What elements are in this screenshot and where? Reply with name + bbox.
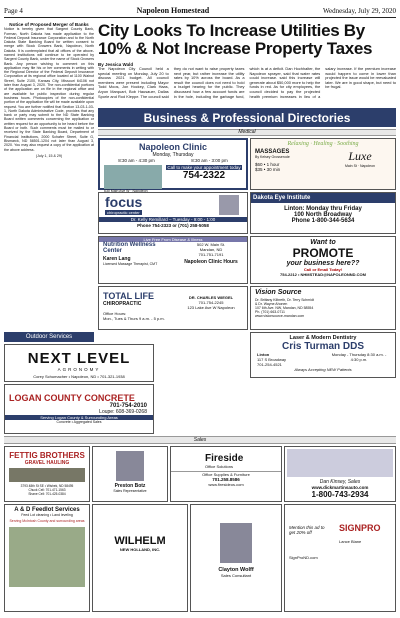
clinic-days: Monday, Thursday	[152, 152, 194, 158]
sales-section-bar: Sales	[4, 436, 396, 444]
clinic-call: Call to make your appointment today	[167, 165, 241, 170]
nutrition-ad	[98, 236, 248, 284]
fireside-title: Fireside	[205, 453, 244, 464]
clayton-role: Sales Consultant	[220, 573, 252, 578]
outdoor-section-bar: Outdoor Services	[4, 332, 94, 342]
signpro-logo-text: SIGNPRO	[339, 523, 381, 533]
massage-price-2: $35 • 30 min	[255, 167, 281, 172]
fettig-title: FETTIG BROTHERS	[9, 451, 85, 460]
nutrition-title: Nutrition Wellness Center	[103, 242, 156, 254]
preston-name: Preston Botz	[114, 483, 146, 489]
massage-price-1: $60 • 1 hour	[255, 162, 280, 167]
logan-serving: Serving Logan County & Surrounding Areas	[5, 415, 153, 420]
wilhelm-title: WILHELM	[114, 535, 166, 547]
total-life-ad	[98, 286, 248, 330]
massage-ad	[250, 138, 396, 190]
notice-title: Notice of Proposed Merger of Banks	[9, 22, 89, 27]
wilhelm-sub: NEW HOLLAND, INC.	[119, 547, 161, 552]
focus-logo-text: focus	[105, 193, 143, 210]
notice-body: Notice is hereby given that Sargent County Bank, Forman, North Dakota has made application to the Federal Deposit Insurance Corporation and to the North Dakota State Banking Board for written consent to merge with Stock Growers Bank, Napoleon, North Dakota. It is contemplated that all offices of the above-named institutions will continue to be operated by Sargent County Bank, under the name of Stock Growers Bank. Any person wishing to comment on this application may file his or her comments in writing with the Regional Director of the Federal Deposit Insurance Corporation at its regional office located at 1100 Walnut Street, Suite 2100, Kansas City, Missouri 64106 not later than August 3, 2020. The non-confidential portions of the application are on file in the regional office and are available for public inspection during regular business hours. Photocopies of the non-confidential portion of the application file will be made available upon request. You are further notified that Section 13-03-1-03-1, North Dakota Administrative Code, provides that any bank or party may submit to the ND State Banking Board written comments concerning the application or written request for an opportunity to be heard before the Board or both. Such comments must be mailed to or received by the State Banking Board, Department of Financial Institutions, 2000 Schafer Street, Suite G, Bismarck, ND 58501-1204 not later than August 3, 2020. You may also request a copy of the application at the above address.	[4, 27, 94, 152]
nutrition-name: Karen Lang	[103, 256, 131, 262]
next-level-ad	[4, 344, 154, 382]
laser-note: Always Accepting NEW Patients	[294, 367, 352, 372]
signpro-ad	[284, 504, 396, 612]
clinic-photo	[104, 165, 162, 189]
massage-by: By Kelsey Grosserode	[255, 155, 290, 159]
paper-name: Napoleon Homestead	[136, 6, 210, 15]
clinic-hours-1: 8:30 am - 4:30 pm	[118, 158, 155, 163]
vision-line1: Dr. Brittany Kilbreth, Dr. Terry Schmidt	[255, 298, 314, 302]
nutrition-phone: 701-751-7191	[198, 252, 224, 257]
clayton-wolff-ad	[190, 504, 282, 612]
clinic-address: 630 Main Ave W · Napoleon	[104, 189, 148, 193]
vision-title: Vision Source	[255, 289, 302, 296]
laser-town: Linton	[257, 352, 270, 357]
notice-footer: (July 1, 15 & 29)	[35, 153, 63, 158]
total-life-title: TOTAL LIFE	[103, 291, 154, 301]
ad-feedlot-note: Serving McIntosh County and surrounding areas	[9, 519, 85, 523]
vehicle-image	[287, 449, 393, 477]
signpro-site: SignProND.com	[289, 555, 318, 560]
luxe-logo-text: Luxe	[348, 149, 372, 163]
clayton-name: Clayton Wolff	[218, 567, 254, 573]
preston-botz-ad	[92, 446, 168, 502]
nutrition-note: Napoleon Clinic Hours	[184, 259, 238, 265]
massage-location: Main St · Napoleon	[345, 164, 375, 168]
promote-big: PROMOTE	[292, 246, 354, 260]
fettig-sub: GRAVEL HAULING	[24, 460, 70, 466]
promote-ad	[250, 236, 396, 284]
laser-title: Laser & Modern Dentistry	[289, 335, 357, 341]
nutrition-role: Licensed Massage Therapist, CMT	[103, 262, 158, 266]
nutrition-addr: 502 W. Main St.	[196, 242, 226, 247]
fireside-phone: 701.258.8586	[212, 477, 240, 482]
auto-sales-name: Dan Kinsey, Sales	[319, 479, 361, 485]
vision-line3: 107 6th Ave. NW, Mandan, ND 58554	[255, 306, 314, 310]
clayton-photo	[220, 523, 252, 563]
ad-feedlot-sub: Feed Lot cleaning • Land leveling	[21, 513, 73, 517]
ad-feedlot-title: A & D Feedlot Services	[14, 507, 80, 513]
total-life-addr: 123 Lake Ave W Napoleon	[187, 305, 235, 310]
focus-sub: chiropractic center	[105, 210, 142, 215]
napoleon-clinic-ad	[98, 138, 248, 193]
dakota-eye-line2: 100 North Broadway	[293, 212, 353, 218]
dakota-eye-ad	[250, 192, 396, 234]
fettig-phone1: Chuck Cell: 701-471-1563	[28, 488, 66, 492]
total-life-doc: DR. CHARLES WIEGEL	[188, 295, 234, 300]
nutrition-city: Mandan, ND	[199, 247, 223, 252]
signpro-mention: Mention this ad to get 20% off	[289, 525, 325, 535]
vision-site: www.visionsource-mandan.com	[255, 314, 305, 318]
page-number: Page 4	[4, 6, 23, 15]
laser-dentistry-ad	[250, 332, 396, 378]
fettig-brothers-ad	[4, 446, 90, 502]
total-life-sub: CHIROPRACTIC	[103, 301, 142, 307]
headline: City Looks To Increase Utilities By 10% & Not Increase Property Taxes	[98, 21, 373, 58]
issue-date: Wednesday, July 29, 2020	[322, 6, 396, 15]
fettig-addr: 3793 48th St SE • Wishek, ND 58495	[20, 484, 74, 488]
signpro-name: Lance Blane	[339, 539, 362, 544]
page-header	[4, 4, 396, 18]
focus-phone: Phone 754-2323 or (701) 258-5058	[137, 223, 209, 228]
massage-title: MASSAGES	[255, 149, 290, 155]
vision-line2: & Dr. Wayne Ahonen	[255, 302, 288, 306]
promote-top: Want to	[310, 239, 336, 246]
next-level-sub: AGRONOMY	[57, 367, 101, 372]
laser-phone: 701-254-4521	[257, 362, 282, 367]
fireside-site: www.firesideos.com	[208, 482, 244, 487]
total-life-phone: 701-754-2245	[198, 300, 224, 305]
focus-hours: Tuesday - 9:00 - 1:00	[172, 217, 216, 222]
logan-loupe: Loupe: 608-369-0268	[99, 409, 147, 415]
preston-photo	[116, 451, 144, 481]
promote-mid: your business here??	[286, 260, 360, 267]
fireside-sub: Office Solutions	[205, 464, 233, 469]
fettig-phone2: Shane Cell: 701-425-0384	[28, 492, 66, 496]
next-level-title: NEXT LEVEL	[27, 350, 131, 367]
clinic-phone: 754-2322	[182, 170, 226, 181]
fireside-ad	[170, 446, 282, 502]
feedlot-photo	[9, 527, 85, 587]
focus-doctor: Dr. Kelly Remillard	[130, 217, 168, 222]
dakota-eye-phone: Phone 1-800-344-5634	[291, 218, 355, 224]
laser-doc: Cris Turman DDS	[281, 341, 365, 352]
dick-martins-auto-ad	[284, 446, 396, 502]
logan-note: Concrete • Aggregated Sales	[56, 420, 102, 424]
dakota-eye-line1: Linton: Monday thru Friday	[284, 206, 362, 212]
fireside-line: Office Supplies & Furniture	[171, 471, 281, 477]
wilhelm-ad	[92, 504, 188, 612]
next-level-contact: Corey Schumacher • Napoleon, ND • 701-321-1938	[33, 374, 125, 379]
total-life-hours-label: Office Hours:	[103, 311, 127, 316]
promote-contact: 754-2212 • NHMSTEAD@NAPOLEONND.COM	[280, 272, 366, 277]
byline: By Jessica Wald	[98, 62, 134, 67]
vision-phone: Ph. (701) 663-0711	[255, 310, 285, 314]
laser-addr: 117 S Broadway	[257, 357, 287, 362]
gravel-truck-image	[9, 468, 85, 482]
logan-concrete-ad	[4, 384, 154, 434]
logan-title: LOGAN COUNTY CONCRETE	[9, 393, 135, 403]
dakota-eye-title: Dakota Eye Institute	[251, 193, 395, 203]
auto-phone: 1-800-743-2934	[311, 490, 369, 499]
medical-section-bar: Medical	[98, 129, 396, 136]
ad-feedlot-ad	[4, 504, 90, 612]
preston-role: Sales Representative	[113, 489, 147, 493]
article-body: The Napoleon City Council held a special meeting on Monday, July 20 to discuss 2021 budget. All council members were present including Mayor Todd Moos, Jon Hockey, Clark Haas, Aryon Marquart, Bob Hausauer, Dallas Sporle and Rod Kleppe. The council said they do not want to raise property taxes next year, but rather increase the utility rates by 10% across the board. As a result the council does not need to hold a budget hearing for the public. They discussed how a few account funds are in the hole, including the garbage fund, which is at a deficit. Dan Hochhalter, the Napoleon sprayer, said that water rates could increase. said this increase will generate about $50,000 more to help the funds in red. As for city employees, the council decided to pay the projected health premium increases in lieu of a salary increase. If the premium increase would happen to come in lower than projected the issue would be reevaluated later. We are in good shape, but need to be frugal.	[98, 66, 396, 99]
napoleon-clinic-title: Napoleon Clinic	[138, 142, 207, 152]
laser-hours: Monday - Thursday 8:30 a.m. - 4:30 p.m.	[331, 352, 387, 362]
focus-chiro-ad: focus chiropractic center Dr. Kelly Remillard – Tuesday - 9:00 - 1:00 Phone 754-2323 or (701) 258-5058	[98, 192, 248, 234]
nutrition-head: Live Free From Disease & Illness	[99, 237, 247, 242]
promote-call: Call or Email Today!	[303, 267, 343, 272]
massage-tagline: Relaxing · Healing · Soothing	[287, 141, 359, 147]
auto-site: www.dickmartinsauto.com	[311, 485, 369, 490]
doctor-photo	[219, 195, 239, 215]
logan-phone: 701-754-2010	[109, 403, 147, 409]
vision-source-ad	[250, 286, 396, 330]
total-life-hours: Mon., Tues & Thurs 9 a.m. - 5 p.m.	[103, 316, 165, 321]
legal-notice	[4, 22, 94, 320]
directory-banner: Business & Professional Directories	[98, 108, 396, 127]
clinic-hours-2: 8:30 am - 3:00 pm	[191, 158, 228, 163]
